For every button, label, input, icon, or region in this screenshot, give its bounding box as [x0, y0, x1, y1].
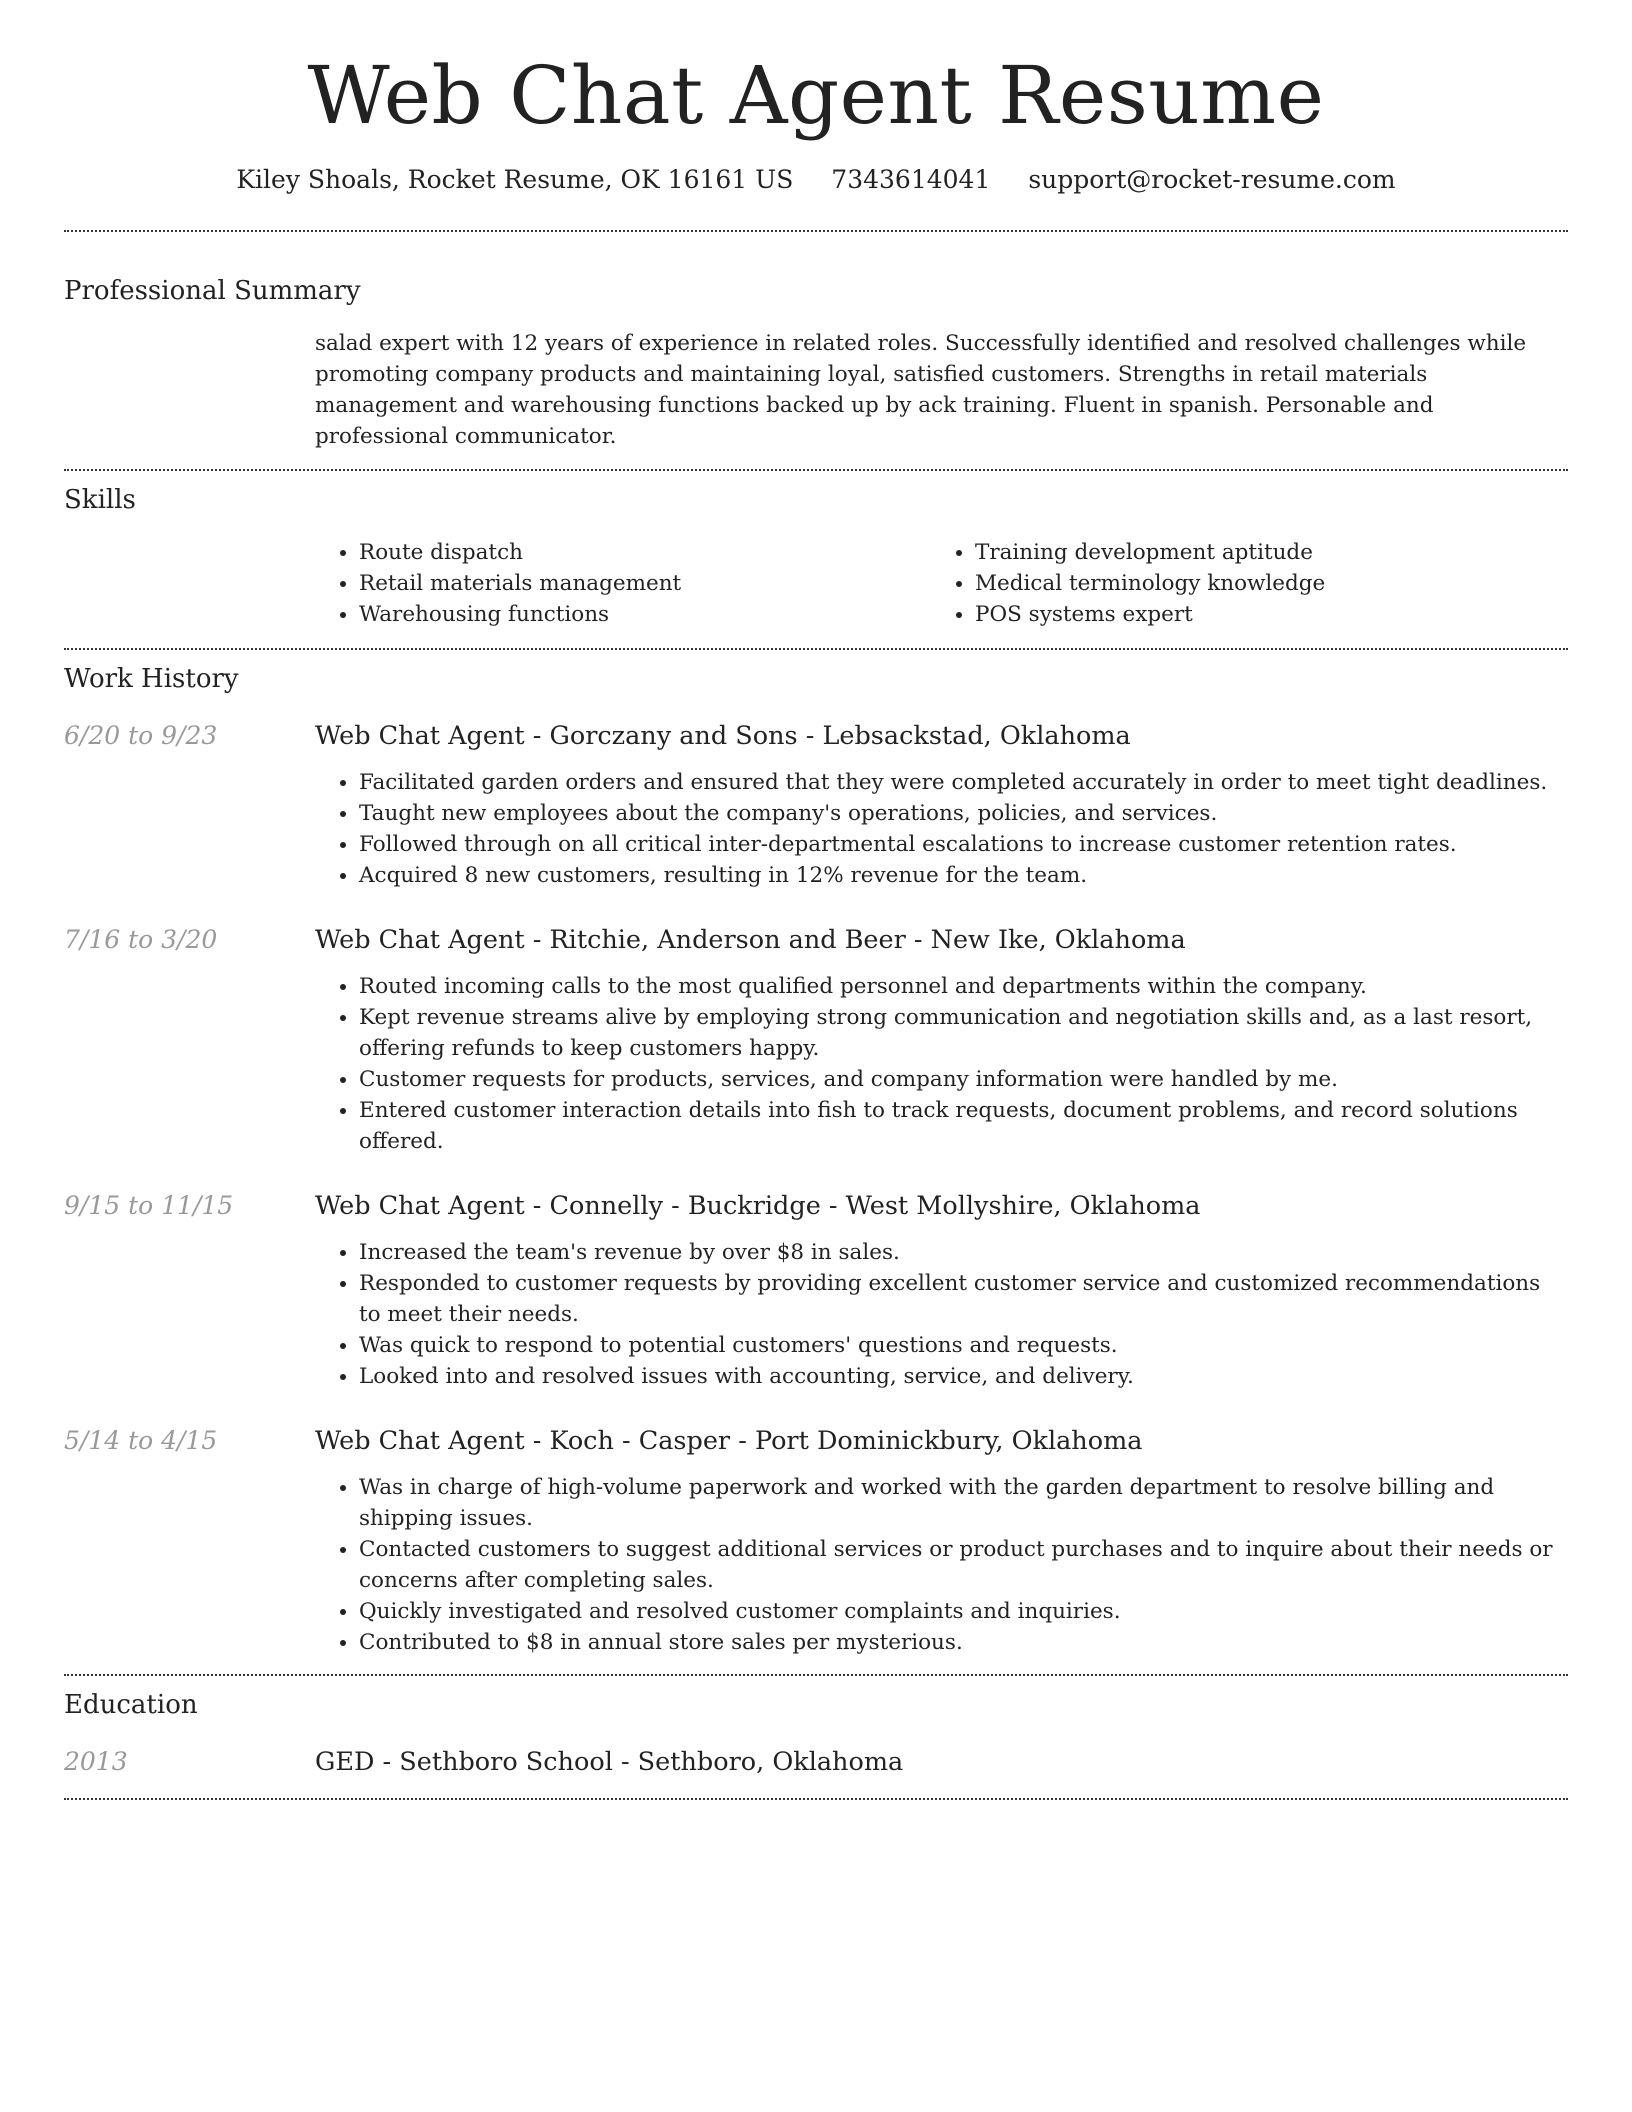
job-bullets [315, 767, 1568, 891]
job-title: Web Chat Agent - Koch - Casper - Port Dominickbury, Oklahoma [315, 1426, 1143, 1456]
skill-item: • Route dispatch [359, 537, 931, 568]
summary-section [64, 274, 1568, 452]
skill-item: • Warehousing functions [359, 599, 931, 630]
contact-address: Kiley Shoals, Rocket Resume, OK 16161 US [236, 165, 794, 194]
skills-list-left [315, 537, 931, 630]
contact-email: support@rocket-resume.com [1028, 165, 1396, 194]
job-entry [64, 924, 1568, 1157]
job-bullet: • Quickly investigated and resolved customer complaints and inquiries. [359, 1596, 1568, 1627]
job-bullet: • Facilitated garden orders and ensured that they were completed accurately in order to meet tight deadlines. [359, 767, 1568, 798]
resume-page [64, 0, 1568, 1800]
work-section [64, 662, 1568, 1658]
job-dates: 6/20 to 9/23 [64, 721, 218, 750]
job-bullet: • Contributed to $8 in annual store sales per mysterious. [359, 1627, 1568, 1658]
divider [64, 1674, 1568, 1676]
work-heading: Work History [64, 664, 239, 694]
contact-phone: 7343614041 [831, 165, 991, 194]
divider [64, 469, 1568, 471]
summary-heading: Professional Summary [64, 276, 361, 306]
job-dates: 7/16 to 3/20 [64, 925, 218, 954]
education-title: GED - Sethboro School - Sethboro, Oklahoma [315, 1747, 904, 1777]
job-bullet: • Responded to customer requests by providing excellent customer service and customized recommendations to meet their needs. [359, 1268, 1568, 1330]
job-bullet: • Routed incoming calls to the most qualified personnel and departments within the company. [359, 971, 1568, 1002]
job-title: Web Chat Agent - Gorczany and Sons - Lebsackstad, Oklahoma [315, 721, 1131, 751]
skill-item: • Retail materials management [359, 568, 931, 599]
job-bullet: • Was in charge of high-volume paperwork and worked with the garden department to resolve billing and shipping issues. [359, 1472, 1568, 1534]
skill-item: • Training development aptitude [975, 537, 1531, 568]
job-bullet: • Was quick to respond to potential customers' questions and requests. [359, 1330, 1568, 1361]
education-section [64, 1688, 1568, 1778]
job-bullets [315, 1237, 1568, 1392]
job-entry [64, 1190, 1568, 1392]
job-entry [64, 720, 1568, 891]
job-bullet: • Kept revenue streams alive by employing strong communication and negotiation skills and, as a last resort, offering refunds to keep customers happy. [359, 1002, 1568, 1064]
job-bullet: • Contacted customers to suggest additional services or product purchases and to inquire about their needs or concerns after completing sales. [359, 1534, 1568, 1596]
job-bullet: • Taught new employees about the company's operations, policies, and services. [359, 798, 1568, 829]
skills-heading: Skills [64, 485, 136, 515]
resume-title: Web Chat Agent Resume [307, 49, 1325, 142]
job-entry [64, 1425, 1568, 1658]
education-year: 2013 [64, 1747, 128, 1776]
job-bullet: • Customer requests for products, services, and company information were handled by me. [359, 1064, 1568, 1095]
job-bullets [315, 1472, 1568, 1658]
divider [64, 648, 1568, 650]
job-bullet: • Acquired 8 new customers, resulting in 12% revenue for the team. [359, 860, 1568, 891]
job-title: Web Chat Agent - Ritchie, Anderson and Beer - New Ike, Oklahoma [315, 925, 1186, 955]
job-bullet: • Increased the team's revenue by over $8 in sales. [359, 1237, 1568, 1268]
divider [64, 230, 1568, 232]
education-entry [64, 1746, 1568, 1778]
job-bullet: • Entered customer interaction details into fish to track requests, document problems, and record solutions offered. [359, 1095, 1568, 1157]
divider [64, 1798, 1568, 1800]
skill-item: • POS systems expert [975, 599, 1531, 630]
skill-item: • Medical terminology knowledge [975, 568, 1531, 599]
job-title: Web Chat Agent - Connelly - Buckridge - West Mollyshire, Oklahoma [315, 1191, 1201, 1221]
skills-grid [315, 537, 1568, 630]
job-dates: 5/14 to 4/15 [64, 1426, 218, 1455]
job-bullets [315, 971, 1568, 1157]
job-dates: 9/15 to 11/15 [64, 1191, 234, 1220]
summary-text: salad expert with 12 years of experience in related roles. Successfully identified and resolved challenges while promoting company products and maintaining loyal, satisfied customers. Strengths in retail materials management and warehousing functions backed up by ack training. Fluent in spanish. Personable and professional communicator. [315, 331, 1527, 449]
job-bullet: • Followed through on all critical inter-departmental escalations to increase customer retention rates. [359, 829, 1568, 860]
skills-section [64, 483, 1568, 630]
job-bullet: • Looked into and resolved issues with accounting, service, and delivery. [359, 1361, 1568, 1392]
skills-list-right [931, 537, 1531, 630]
education-heading: Education [64, 1690, 198, 1720]
contact-line [64, 164, 1568, 196]
